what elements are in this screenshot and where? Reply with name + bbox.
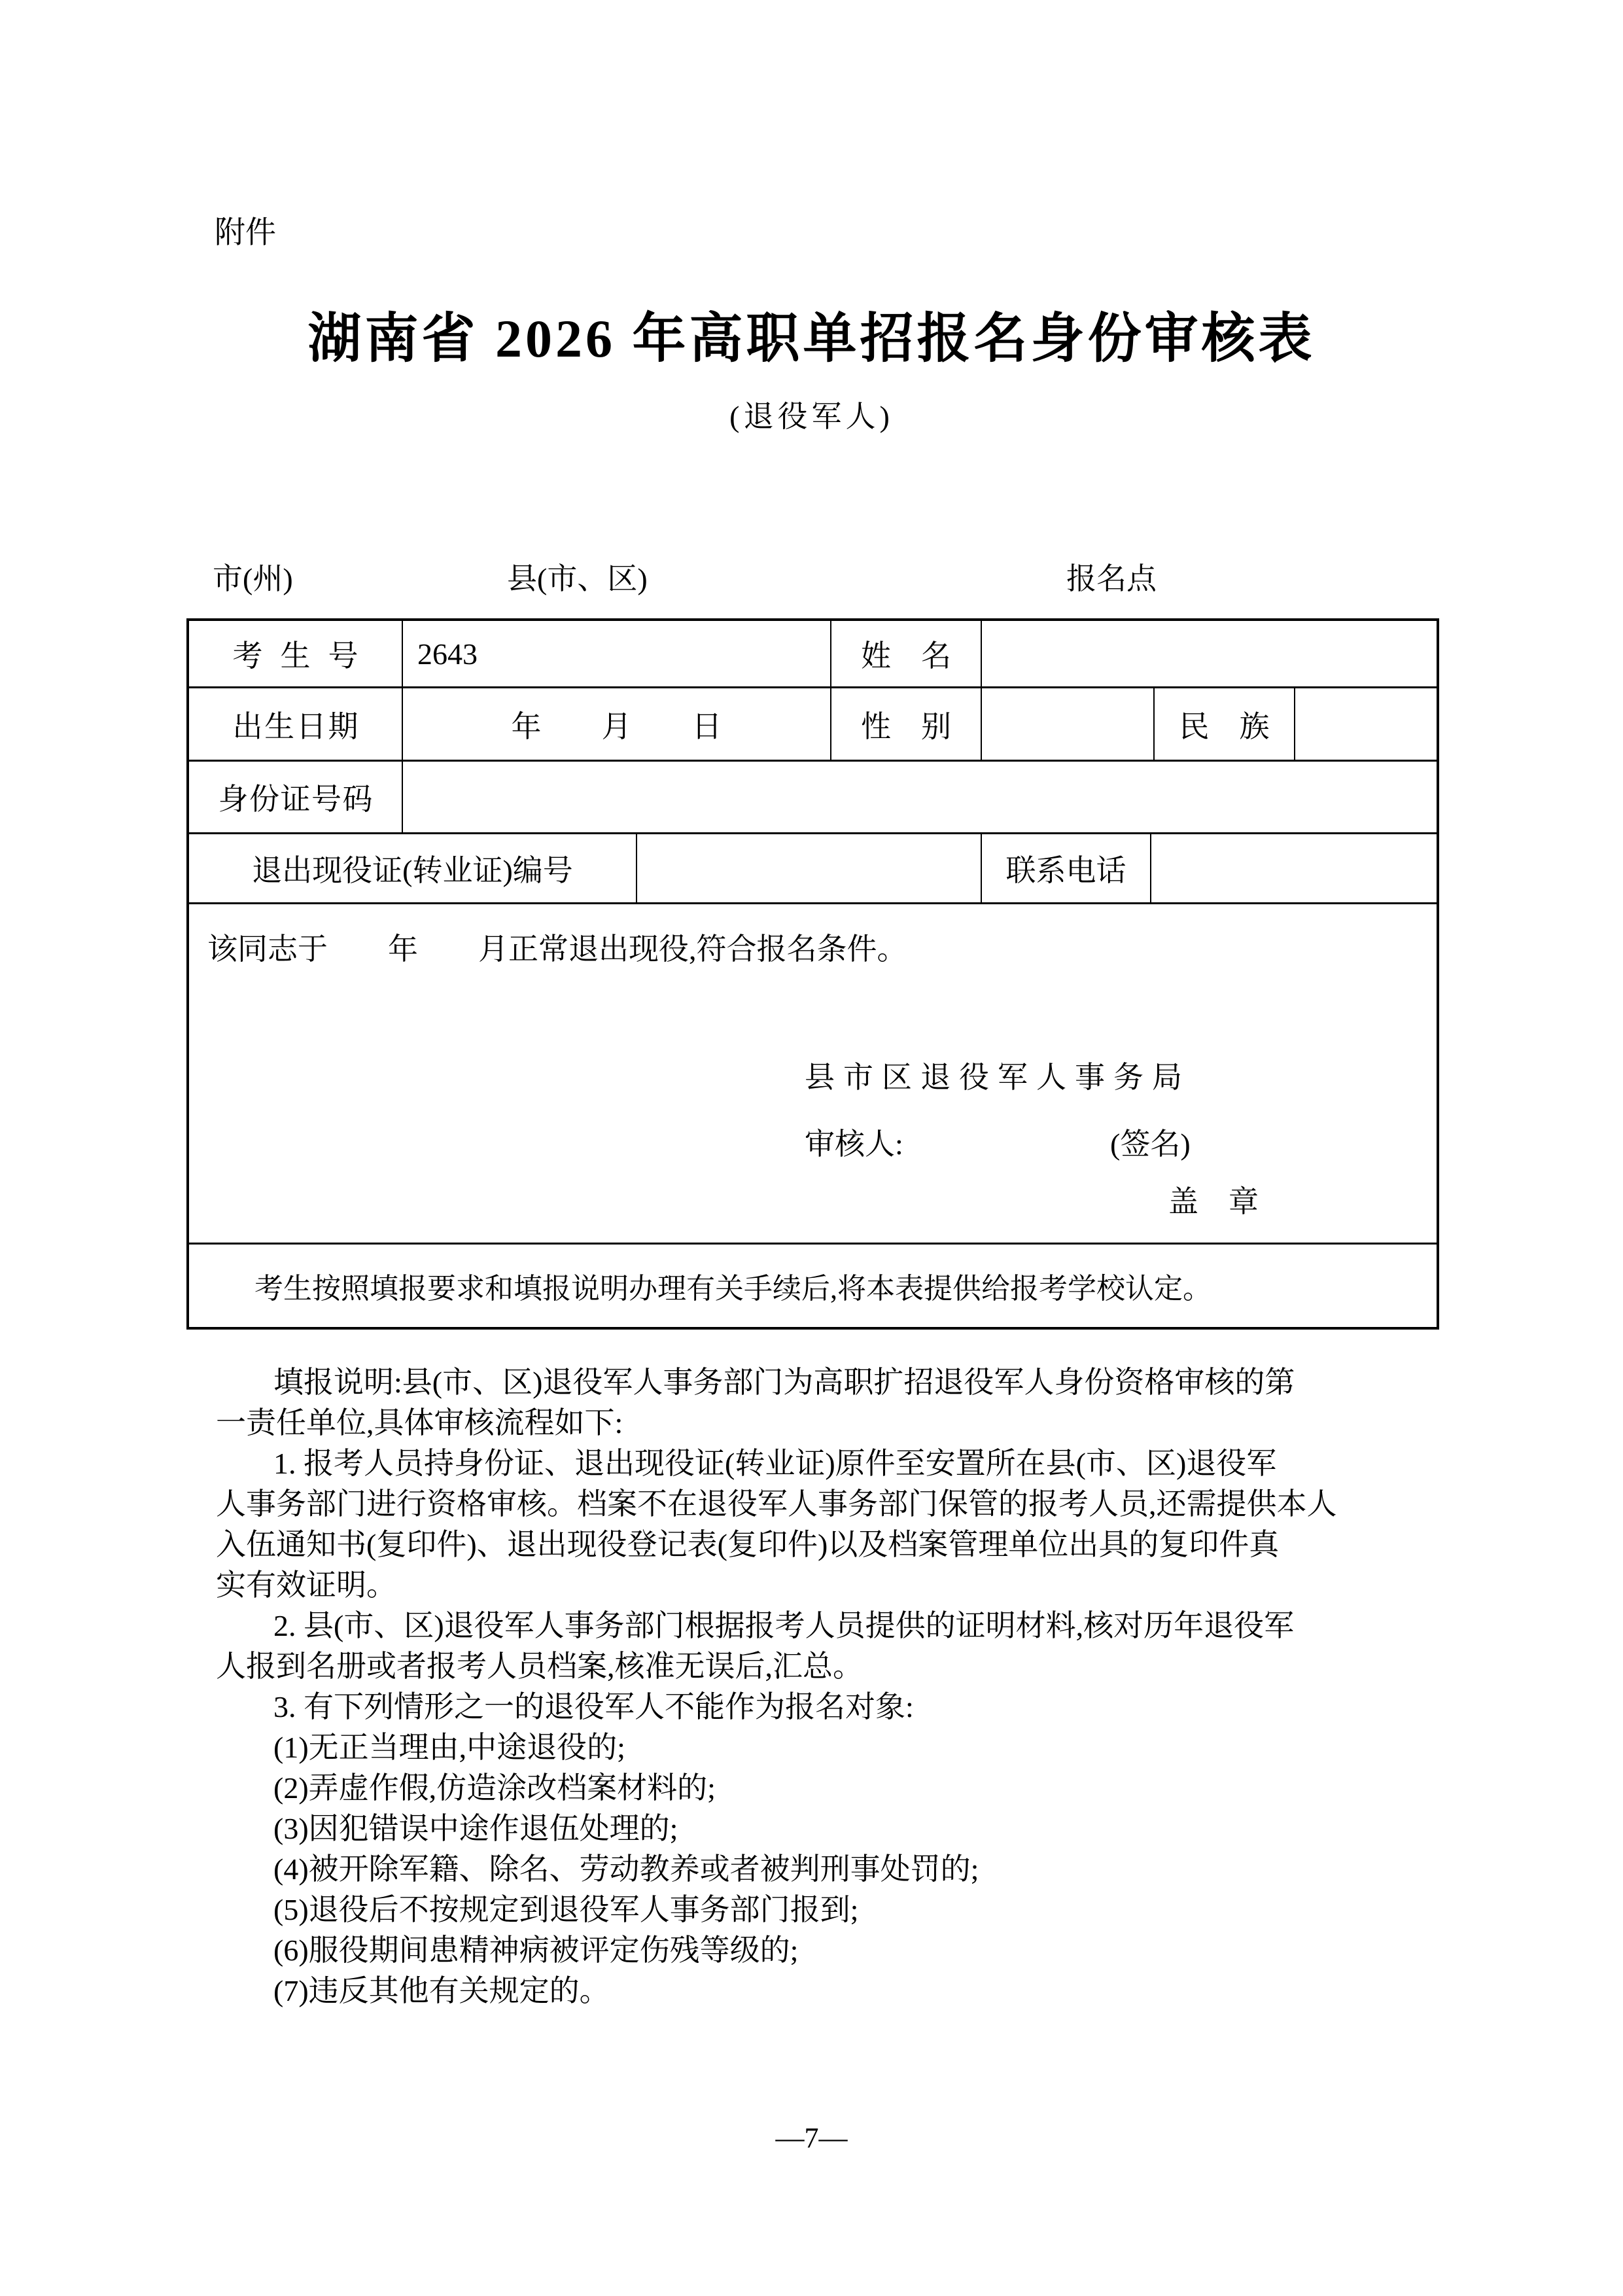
name-label-cell bbox=[831, 621, 982, 686]
phone-label: 联系电话 bbox=[1005, 854, 1126, 887]
id-number-label: 身份证号码 bbox=[218, 783, 373, 816]
phone-label-cell bbox=[982, 834, 1151, 902]
service-cert-value-cell bbox=[637, 834, 982, 902]
certification-statement: 该同志于 年 月正常退出现役,符合报名条件。 bbox=[207, 932, 907, 966]
agency-name: 县市区退役军人事务局 bbox=[805, 1061, 1191, 1094]
table-row-candidate bbox=[189, 621, 1437, 688]
instruction-line: (3)因犯错误中途作退伍处理的; bbox=[273, 1812, 678, 1845]
instruction-line: (7)违反其他有关规定的。 bbox=[273, 1974, 610, 2007]
location-site-label: 报名点 bbox=[1066, 562, 1157, 595]
signature-hint: (签名) bbox=[1110, 1127, 1191, 1161]
review-table bbox=[186, 618, 1439, 1330]
name-value-cell bbox=[982, 621, 1437, 686]
instruction-line: (2)弄虚作假,仿造涂改档案材料的; bbox=[273, 1771, 716, 1805]
table-row-certification bbox=[189, 904, 1437, 1245]
ethnic-label-cell bbox=[1155, 688, 1295, 760]
table-row-birth bbox=[189, 688, 1437, 762]
birth-label: 出生日期 bbox=[232, 709, 358, 743]
doc-subtitle: (退役军人) bbox=[729, 400, 894, 433]
page-number: —7— bbox=[775, 2122, 848, 2154]
candidate-no-value-cell bbox=[403, 621, 831, 686]
reviewer-label: 审核人: bbox=[805, 1127, 903, 1161]
ethnic-label: 民 族 bbox=[1179, 709, 1270, 743]
candidate-note: 考生按照填报要求和填报说明办理有关手续后,将本表提供给报考学校认定。 bbox=[254, 1273, 1212, 1305]
instruction-line: 入伍通知书(复印件)、退出现役登记表(复印件)以及档案管理单位出具的复印件真 bbox=[216, 1528, 1280, 1561]
instruction-line: 填报说明:县(市、区)退役军人事务部门为高职扩招退役军人身份资格审核的第 bbox=[273, 1366, 1295, 1399]
birth-placeholder: 年 月 日 bbox=[511, 709, 722, 743]
instruction-line: 实有效证明。 bbox=[216, 1568, 396, 1602]
gender-label: 性 别 bbox=[861, 709, 951, 743]
service-cert-label-cell bbox=[189, 834, 637, 902]
instruction-line: (4)被开除军籍、除名、劳动教养或者被判刑事处罚的; bbox=[273, 1852, 979, 1886]
instruction-line: (6)服役期间患精神病被评定伤残等级的; bbox=[273, 1934, 799, 1967]
location-city-label: 市(州) bbox=[213, 562, 293, 595]
instruction-line: 人报到名册或者报考人员档案,核准无误后,汇总。 bbox=[216, 1650, 863, 1683]
birth-value-cell bbox=[403, 688, 831, 760]
attachment-label: 附件 bbox=[215, 216, 276, 250]
location-county-label: 县(市、区) bbox=[507, 562, 648, 595]
instruction-line: 2. 县(市、区)退役军人事务部门根据报考人员提供的证明材料,核对历年退役军 bbox=[273, 1609, 1295, 1642]
instruction-line: 人事务部门进行资格审核。档案不在退役军人事务部门保管的报考人员,还需提供本人 bbox=[216, 1487, 1337, 1521]
gender-label-cell bbox=[831, 688, 982, 760]
instruction-line: (1)无正当理由,中途退役的; bbox=[273, 1731, 625, 1764]
service-cert-label: 退出现役证(转业证)编号 bbox=[252, 854, 573, 887]
doc-title: 湖南省 2026 年高职单招报名身份审核表 bbox=[307, 309, 1316, 368]
id-number-value-cell bbox=[403, 762, 1437, 832]
instruction-line: (5)退役后不按规定到退役军人事务部门报到; bbox=[273, 1893, 859, 1926]
candidate-no-value: 2643 bbox=[417, 637, 478, 671]
candidate-note-cell bbox=[189, 1245, 1437, 1327]
phone-value-cell bbox=[1151, 834, 1437, 902]
id-number-label-cell bbox=[189, 762, 403, 832]
table-row-candidate-note bbox=[189, 1245, 1437, 1327]
candidate-no-label: 考生号 bbox=[232, 639, 358, 673]
name-label: 姓 名 bbox=[861, 639, 951, 673]
ethnic-value-cell bbox=[1295, 688, 1437, 760]
gender-value-cell bbox=[982, 688, 1155, 760]
table-row-id-number bbox=[189, 762, 1437, 834]
instruction-line: 1. 报考人员持身份证、退出现役证(转业证)原件至安置所在县(市、区)退役军 bbox=[273, 1447, 1277, 1480]
filing-instructions bbox=[216, 1362, 1413, 2011]
seal-label: 盖 章 bbox=[1168, 1185, 1259, 1218]
candidate-no-label-cell bbox=[189, 621, 403, 686]
table-row-service-cert bbox=[189, 834, 1437, 904]
birth-label-cell bbox=[189, 688, 403, 760]
instruction-line: 一责任单位,具体审核流程如下: bbox=[216, 1406, 623, 1439]
instruction-line: 3. 有下列情形之一的退役军人不能作为报名对象: bbox=[273, 1690, 914, 1723]
location-line bbox=[0, 555, 1623, 594]
